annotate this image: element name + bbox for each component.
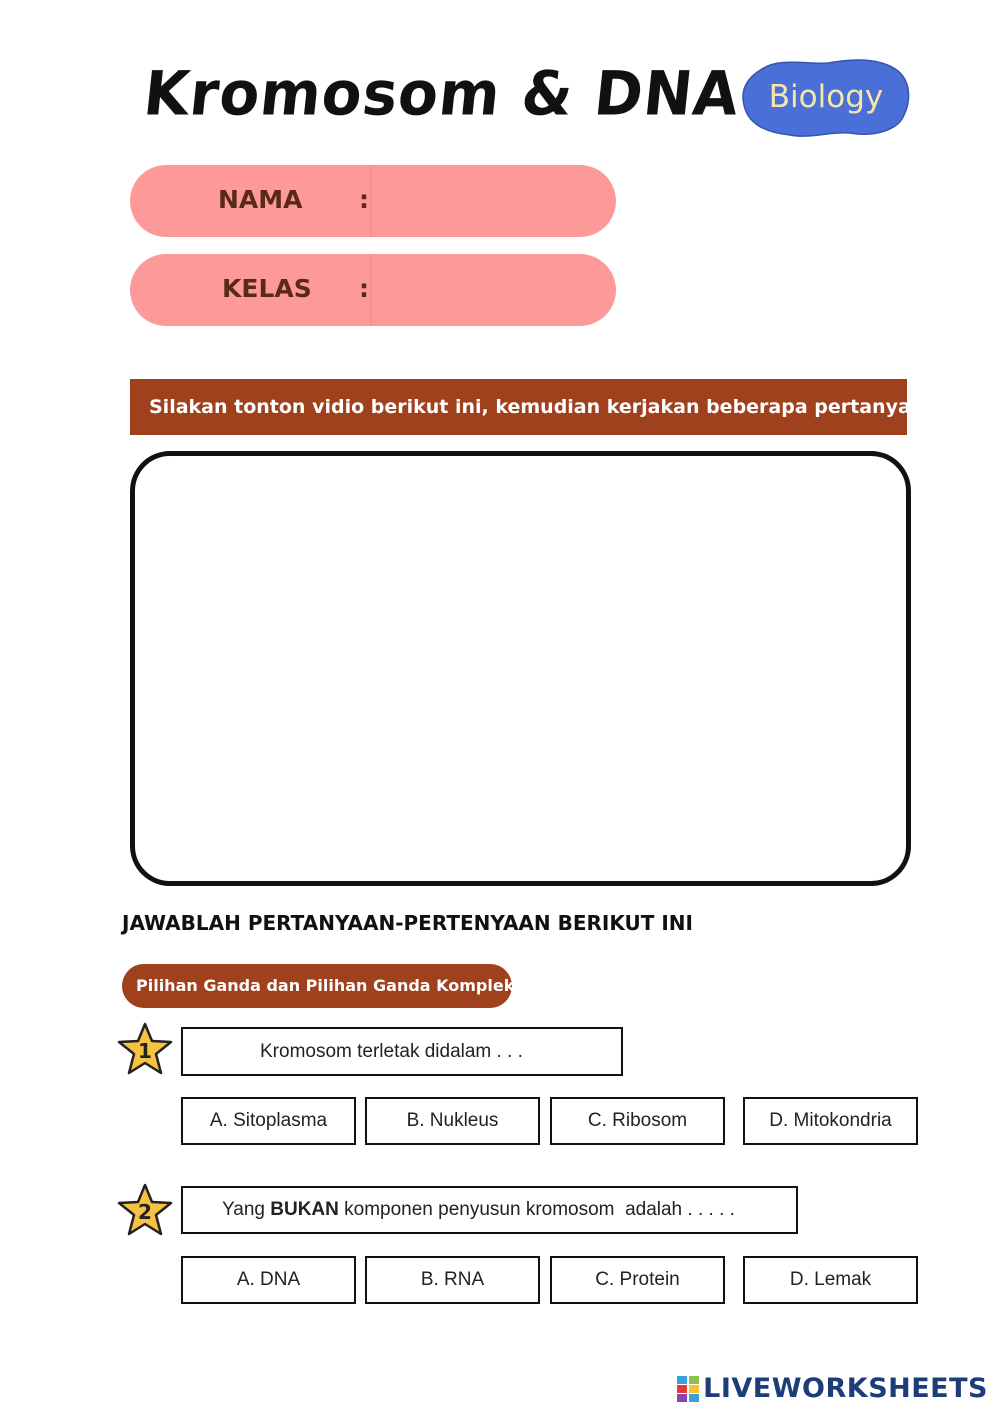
name-field-pill — [130, 165, 616, 237]
question-2-box — [181, 1186, 798, 1234]
video-frame[interactable] — [130, 451, 911, 886]
class-colon: : — [359, 274, 369, 303]
class-field-pill — [130, 254, 616, 326]
class-input[interactable] — [392, 262, 604, 320]
question-1-text: Kromosom terletak didalam . . . — [260, 1040, 523, 1062]
pill-divider — [370, 165, 372, 237]
name-colon: : — [359, 185, 369, 214]
liveworksheets-logo[interactable] — [677, 1373, 988, 1404]
question-number: 1 — [138, 1039, 152, 1063]
worksheet-title: Kromosom & DNA — [140, 58, 744, 130]
biology-badge — [740, 55, 912, 141]
question-1-option-a[interactable]: A. Sitoplasma — [181, 1097, 356, 1145]
question-number: 2 — [138, 1200, 152, 1224]
question-2-emphasis: BUKAN — [270, 1199, 339, 1220]
question-1-option-c[interactable]: C. Ribosom — [550, 1097, 725, 1145]
section-heading: JAWABLAH PERTANYAAN-PERTENYAAN BERIKUT INI — [122, 911, 693, 935]
question-2-text-start: Yang — [222, 1199, 271, 1220]
question-2-option-c[interactable]: C. Protein — [550, 1256, 725, 1304]
question-1-option-b[interactable]: B. Nukleus — [365, 1097, 540, 1145]
question-2-option-a[interactable]: A. DNA — [181, 1256, 356, 1304]
question-1-option-d[interactable]: D. Mitokondria — [743, 1097, 918, 1145]
star-number-icon — [116, 1183, 174, 1237]
badge-label: Biology — [768, 79, 884, 115]
liveworksheets-brand: LIVEWORKSHEETS — [703, 1373, 988, 1404]
question-2-option-d[interactable]: D. Lemak — [743, 1256, 918, 1304]
class-label: KELAS — [222, 274, 312, 303]
name-label: NAMA — [218, 185, 303, 214]
name-input[interactable] — [392, 173, 604, 231]
question-type-label: Pilihan Ganda dan Pilihan Ganda Komplek — [122, 964, 512, 1008]
liveworksheets-blocks-icon — [677, 1376, 699, 1402]
star-number-icon — [116, 1022, 174, 1076]
question-2-option-b[interactable]: B. RNA — [365, 1256, 540, 1304]
pill-divider — [370, 254, 372, 326]
video-instruction-banner: Silakan tonton vidio berikut ini, kemudian kerjakan beberapa pertanyaan — [130, 379, 907, 435]
question-1-box — [181, 1027, 623, 1076]
question-2-text-end: komponen penyusun kromosom adalah . . . . . — [338, 1199, 735, 1220]
